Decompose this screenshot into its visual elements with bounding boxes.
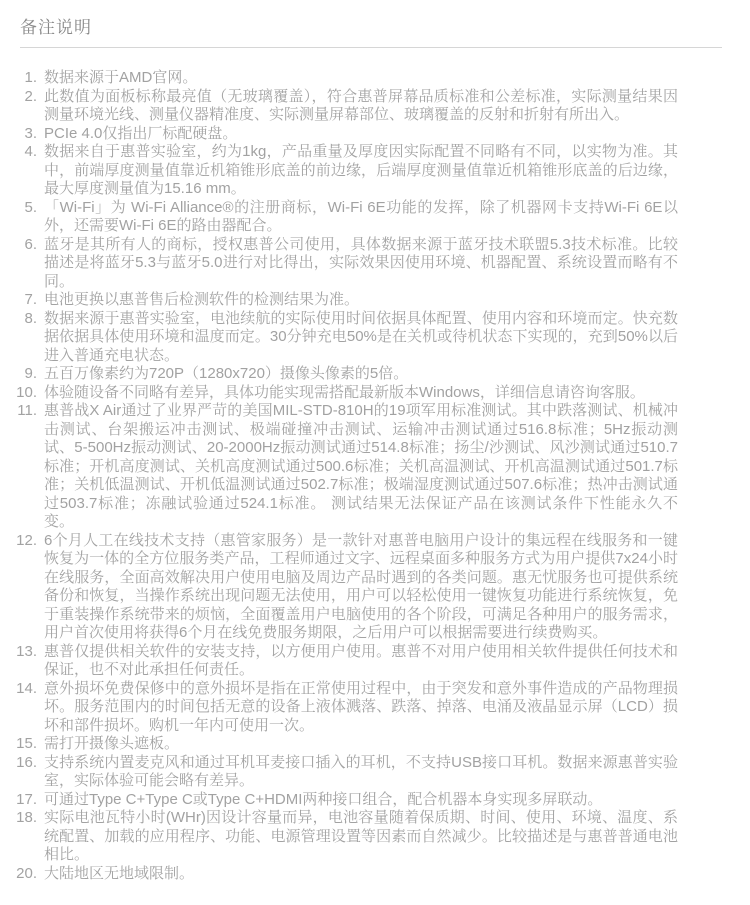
note-item bbox=[12, 69, 678, 88]
note-number: 15. bbox=[16, 735, 37, 753]
note-number: 11. bbox=[17, 402, 37, 420]
note-text: 体验随设备不同略有差异，具体功能实现需搭配最新版本Windows，详细信息请咨询客服。 bbox=[44, 383, 645, 401]
note-item bbox=[12, 125, 678, 144]
note-item bbox=[12, 735, 678, 754]
note-number: 14. bbox=[16, 679, 37, 697]
note-number: 5. bbox=[24, 198, 37, 216]
note-item bbox=[12, 402, 678, 532]
note-item bbox=[12, 754, 678, 791]
note-item bbox=[12, 384, 678, 403]
note-text: 支持系统内置麦克风和通过耳机耳麦接口插入的耳机，不支持USB接口耳机。数据来源惠普实验室，实际体验可能会略有差异。 bbox=[44, 753, 678, 790]
note-item bbox=[12, 143, 678, 199]
note-item bbox=[12, 199, 678, 236]
note-number: 8. bbox=[24, 309, 37, 327]
note-text: 可通过Type C+Type C或Type C+HDMI两种接口组合，配合机器本身实现多屏联动。 bbox=[44, 790, 603, 808]
note-item bbox=[12, 236, 678, 292]
note-text: 电池更换以惠普售后检测软件的检测结果为准。 bbox=[44, 291, 360, 309]
note-number: 1. bbox=[24, 69, 37, 87]
note-item bbox=[12, 865, 678, 884]
note-number: 13. bbox=[16, 642, 37, 660]
note-text: 大陆地区无地域限制。 bbox=[44, 864, 195, 882]
note-text: 惠普仅提供相关软件的安装支持，以方便用户使用。惠普不对用户使用相关软件提供任何技术和保证，也不对此承担任何责任。 bbox=[44, 642, 678, 679]
note-number: 7. bbox=[24, 291, 37, 309]
note-number: 18. bbox=[16, 809, 37, 827]
note-text: PCIe 4.0仅指出厂标配硬盘。 bbox=[44, 124, 238, 142]
section-title: 备注说明 bbox=[20, 18, 92, 37]
note-text: 意外损坏免费保修中的意外损坏是指在正常使用过程中，由于突发和意外事件造成的产品物理损坏。服务范围内的时间包括无意的设备上液体溅落、跌落、掉落、电涌及液晶显示屏（LCD）损坏和部件损坏。购机一年内可使用一次。 bbox=[44, 679, 678, 734]
note-text: 蓝牙是其所有人的商标，授权惠普公司使用，具体数据来源于蓝牙技术联盟5.3技术标准。比较描述是将蓝牙5.3与蓝牙5.0进行对比得出，实际效果因使用环境、机器配置、系统设置而略有不同。 bbox=[44, 235, 678, 290]
note-text: 五百万像素约为720P（1280x720）摄像头像素的5倍。 bbox=[44, 365, 409, 383]
note-item bbox=[12, 643, 678, 680]
note-number: 9. bbox=[24, 365, 37, 383]
note-text: 此数值为面板标称最亮值（无玻璃覆盖），符合惠普屏幕品质标准和公差标准，实际测量结果因测量环境光线、测量仪器精准度、实际测量屏幕部位、玻璃覆盖的反射和折射有所出入。 bbox=[44, 87, 678, 124]
note-item bbox=[12, 680, 678, 736]
note-text: 惠普战X Air通过了业界严苛的美国MIL-STD-810H的19项军用标准测试。其中跌落测试、机械冲击测试、台架搬运冲击测试、极端碰撞冲击测试、运输冲击测试通过516.8标准；5Hz振动测试、5-500Hz振动测试、20-2000Hz振动测试通过514.8标准；扬尘/沙测试、风沙测试通过510.7标准；开机高度测试、关机高度测试通过500.6标准；关机高温测试、开机高温测试通过501.7标准；关机低温测试、开机低温测试通过502.7标准；极端湿度测试通过507.6标准；热冲击测试通过503.7标准；冻融试验通过524.1标准。 测试结果无法保证产品在该测试条件下性能永久不变。 bbox=[44, 402, 678, 531]
notes-list bbox=[0, 48, 750, 883]
note-text: 数据来源于AMD官网。 bbox=[44, 69, 198, 87]
note-item bbox=[12, 310, 678, 366]
note-text: 6个月人工在线技术支持（惠管家服务）是一款针对惠普电脑用户设计的集远程在线服务和一键恢复为一体的全方位服务类产品，工程师通过文字、远程桌面多种服务方式为用户提供7x24小时在线服务，全面高效解决用户使用电脑及周边产品时遇到的各类问题。惠无忧服务也可提供系统备份和恢复，当操作系统出现问题无法使用，用户可以轻松使用一键恢复功能进行系统恢复，免于重装操作系统带来的烦恼，全面覆盖用户电脑使用的各个阶段，可满足各种用户的服务需求，用户首次使用将获得6个月在线免费服务期限，之后用户可以根据需要进行续费购买。 bbox=[44, 531, 678, 642]
note-number: 10. bbox=[16, 383, 37, 401]
note-item bbox=[12, 532, 678, 643]
note-number: 4. bbox=[24, 143, 37, 161]
note-item bbox=[12, 809, 678, 865]
note-item bbox=[12, 791, 678, 810]
note-text: 需打开摄像头遮板。 bbox=[44, 735, 180, 753]
note-number: 3. bbox=[24, 124, 37, 142]
note-number: 20. bbox=[16, 864, 37, 882]
note-item bbox=[12, 291, 678, 310]
note-item bbox=[12, 88, 678, 125]
note-text: 数据来源于惠普实验室，电池续航的实际使用时间依据具体配置、使用内容和环境而定。快充数据依据具体使用环境和温度而定。30分钟充电50%是在关机或待机状态下实现的，充到50%以后进入普通充电状态。 bbox=[44, 309, 678, 364]
note-number: 16. bbox=[16, 753, 37, 771]
note-number: 12. bbox=[16, 531, 37, 549]
note-text: 「Wi-Fi」为 Wi-Fi Alliance®的注册商标，Wi-Fi 6E功能的发挥，除了机器网卡支持Wi-Fi 6E以外，还需要Wi-Fi 6E的路由器配合。 bbox=[44, 198, 678, 235]
note-number: 6. bbox=[24, 235, 37, 253]
note-item bbox=[12, 365, 678, 384]
note-text: 数据来自于惠普实验室，约为1kg，产品重量及厚度因实际配置不同略有不同，以实物为准。其中，前端厚度测量值靠近机箱锥形底盖的前边缘，后端厚度测量值靠近机箱锥形底盖的后边缘，最大厚度测量值为15.16 mm。 bbox=[44, 143, 678, 198]
note-text: 实际电池瓦特小时(WHr)因设计容量而异，电池容量随着保质期、时间、使用、环境、温度、系统配置、加载的应用程序、功能、电源管理设置等因素而自然减少。比较描述是与惠普普通电池相比。 bbox=[44, 809, 678, 864]
note-number: 17. bbox=[16, 790, 37, 808]
note-number: 2. bbox=[24, 87, 37, 105]
